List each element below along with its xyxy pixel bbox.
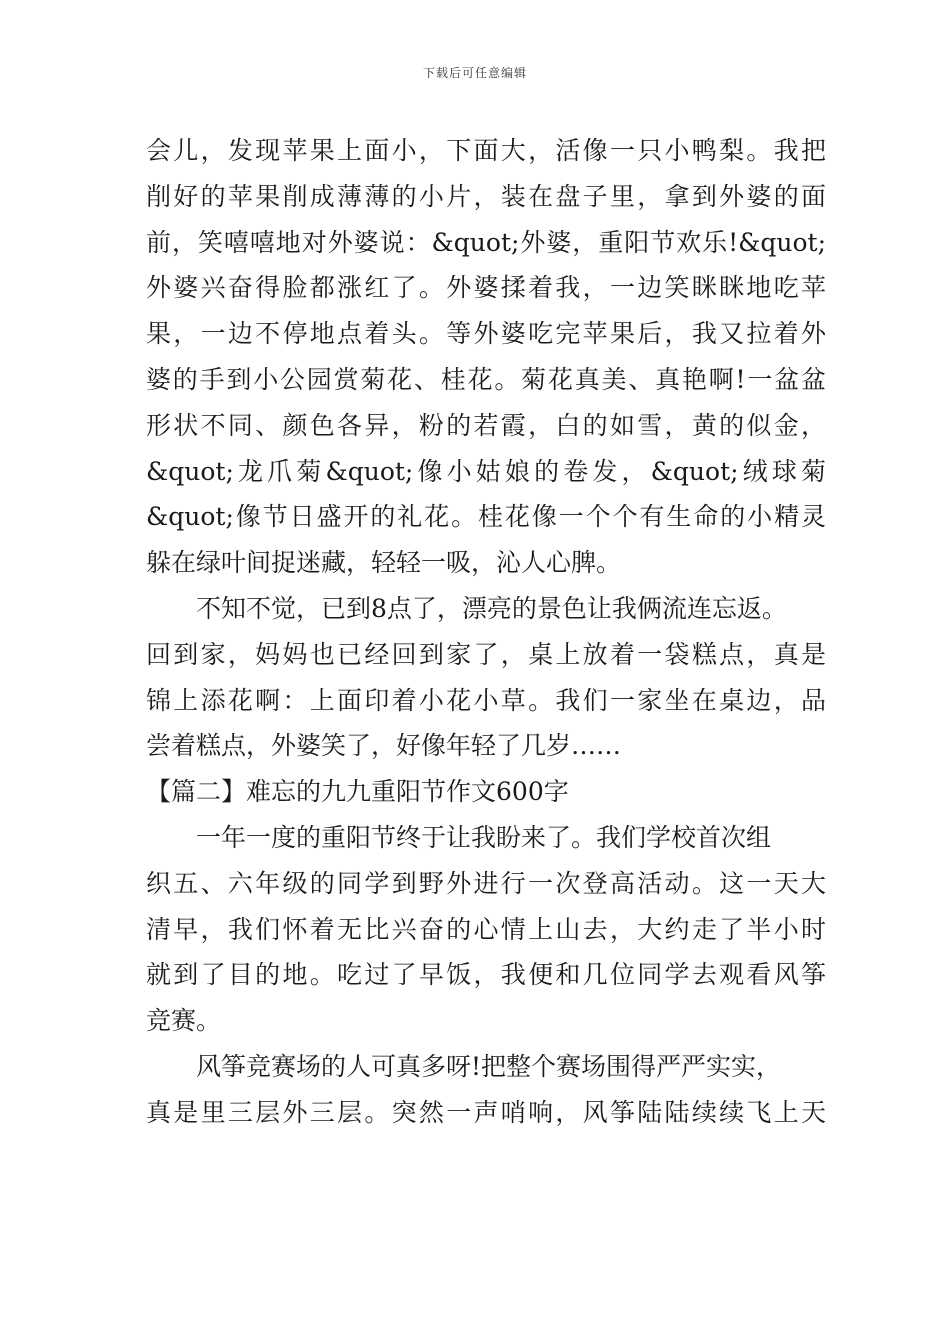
text-line: 削好的苹果削成薄薄的小片，装在盘子里，拿到外婆的面 xyxy=(146,181,826,211)
text-line: 真是里三层外三层。突然一声哨响，风筝陆陆续续飞上天 xyxy=(146,1097,826,1127)
text-line: 外婆兴奋得脸都涨红了。外婆揉着我，一边笑眯眯地吃苹 xyxy=(146,273,826,303)
text-line: &quot;龙爪菊&quot;像小姑娘的卷发，&quot;绒球菊 xyxy=(146,456,826,486)
text-line: 前，笑嘻嘻地对外婆说：&quot;外婆，重阳节欢乐!&quot; xyxy=(146,227,826,257)
text-line: 躲在绿叶间捉迷藏，轻轻一吸，沁人心脾。 xyxy=(146,548,622,578)
text-line: 果，一边不停地点着头。等外婆吃完苹果后，我又拉着外 xyxy=(146,319,826,349)
paragraph-first-line: 风筝竞赛场的人可真多呀!把整个赛场围得严严实实， xyxy=(196,1051,782,1081)
text-line: 竞赛。 xyxy=(146,1006,222,1036)
text-line: 就到了目的地。吃过了早饭，我便和几位同学去观看风筝 xyxy=(146,960,826,990)
document-body xyxy=(146,128,826,1136)
paragraph-first-line: 不知不觉，已到8点了，漂亮的景色让我俩流连忘返。 xyxy=(196,593,787,623)
text-line: 清早，我们怀着无比兴奋的心情上山去，大约走了半小时 xyxy=(146,914,826,944)
page-header: 下载后可任意编辑 xyxy=(422,66,527,80)
text-line: 会儿，发现苹果上面小，下面大，活像一只小鸭梨。我把 xyxy=(146,136,826,165)
text-line: 织五、六年级的同学到野外进行一次登高活动。这一天大 xyxy=(146,868,826,898)
text-line: 尝着糕点，外婆笑了，好像年轻了几岁…… xyxy=(146,731,622,761)
text-line: &quot;像节日盛开的礼花。桂花像一个个有生命的小精灵 xyxy=(146,502,826,532)
text-line: 锦上添花啊：上面印着小花小草。我们一家坐在桌边，品 xyxy=(146,685,826,715)
text-line: 婆的手到小公园赏菊花、桂花。菊花真美、真艳啊!一盆盆 xyxy=(146,364,826,394)
text-line: 形状不同、颜色各异，粉的若霞，白的如雪，黄的似金， xyxy=(146,410,826,440)
text-line: 回到家，妈妈也已经回到家了，桌上放着一袋糕点，真是 xyxy=(146,639,826,669)
section-heading: 【篇二】难忘的九九重阳节作文600字 xyxy=(146,777,569,807)
paragraph-first-line: 一年一度的重阳节终于让我盼来了。我们学校首次组 xyxy=(196,822,772,852)
